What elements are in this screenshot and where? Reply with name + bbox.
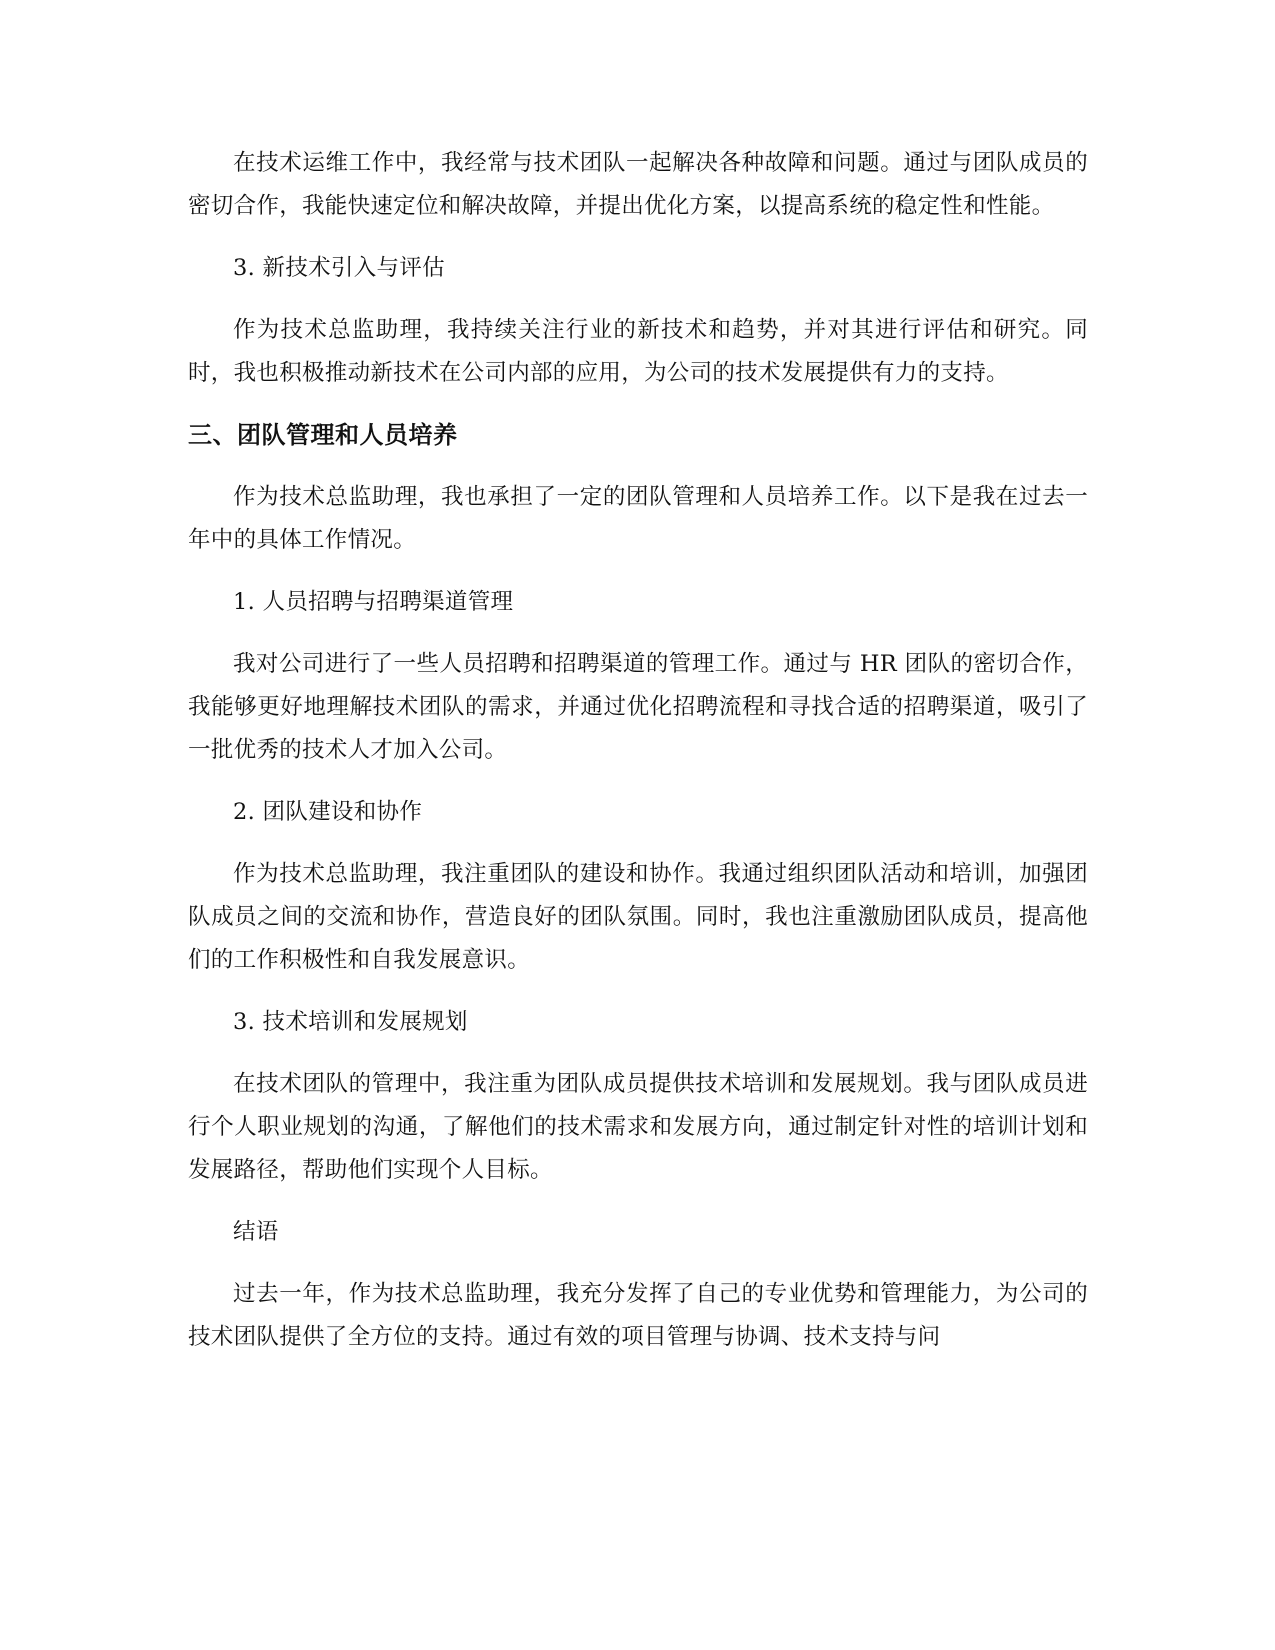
document-body <box>188 142 1088 1378</box>
list-item-recruitment: 1. 人员招聘与招聘渠道管理 <box>233 589 514 615</box>
paragraph-new-tech: 作为技术总监助理，我持续关注行业的新技术和趋势，并对其进行评估和研究。同时，我也积极推动新技术在公司内部的应用，为公司的技术发展提供有力的支持。 <box>188 317 1088 386</box>
list-item-new-tech-evaluation: 3. 新技术引入与评估 <box>233 255 445 281</box>
paragraph-team-intro: 作为技术总监助理，我也承担了一定的团队管理和人员培养工作。以下是我在过去一年中的具体工作情况。 <box>188 484 1088 553</box>
paragraph-team-building: 作为技术总监助理，我注重团队的建设和协作。我通过组织团队活动和培训，加强团队成员之间的交流和协作，营造良好的团队氛围。同时，我也注重激励团队成员，提高他们的工作积极性和自我发展意识。 <box>188 861 1088 973</box>
paragraph-recruitment: 我对公司进行了一些人员招聘和招聘渠道的管理工作。通过与 HR 团队的密切合作，我能够更好地理解技术团队的需求，并通过优化招聘流程和寻找合适的招聘渠道，吸引了一批优秀的技术人才加入公司。 <box>188 651 1088 763</box>
list-item-team-building: 2. 团队建设和协作 <box>233 799 423 825</box>
conclusion-label: 结语 <box>233 1219 279 1245</box>
paragraph-conclusion: 过去一年，作为技术总监助理，我充分发挥了自己的专业优势和管理能力，为公司的技术团队提供了全方位的支持。通过有效的项目管理与协调、技术支持与问 <box>188 1281 1088 1350</box>
paragraph-ops-troubleshooting: 在技术运维工作中，我经常与技术团队一起解决各种故障和问题。通过与团队成员的密切合作，我能快速定位和解决故障，并提出优化方案，以提高系统的稳定性和性能。 <box>188 150 1088 219</box>
list-item-training: 3. 技术培训和发展规划 <box>233 1009 468 1035</box>
section-heading-team-management: 三、团队管理和人员培养 <box>188 421 458 449</box>
paragraph-training: 在技术团队的管理中，我注重为团队成员提供技术培训和发展规划。我与团队成员进行个人职业规划的沟通，了解他们的技术需求和发展方向，通过制定针对性的培训计划和发展路径，帮助他们实现个人目标。 <box>188 1071 1088 1183</box>
